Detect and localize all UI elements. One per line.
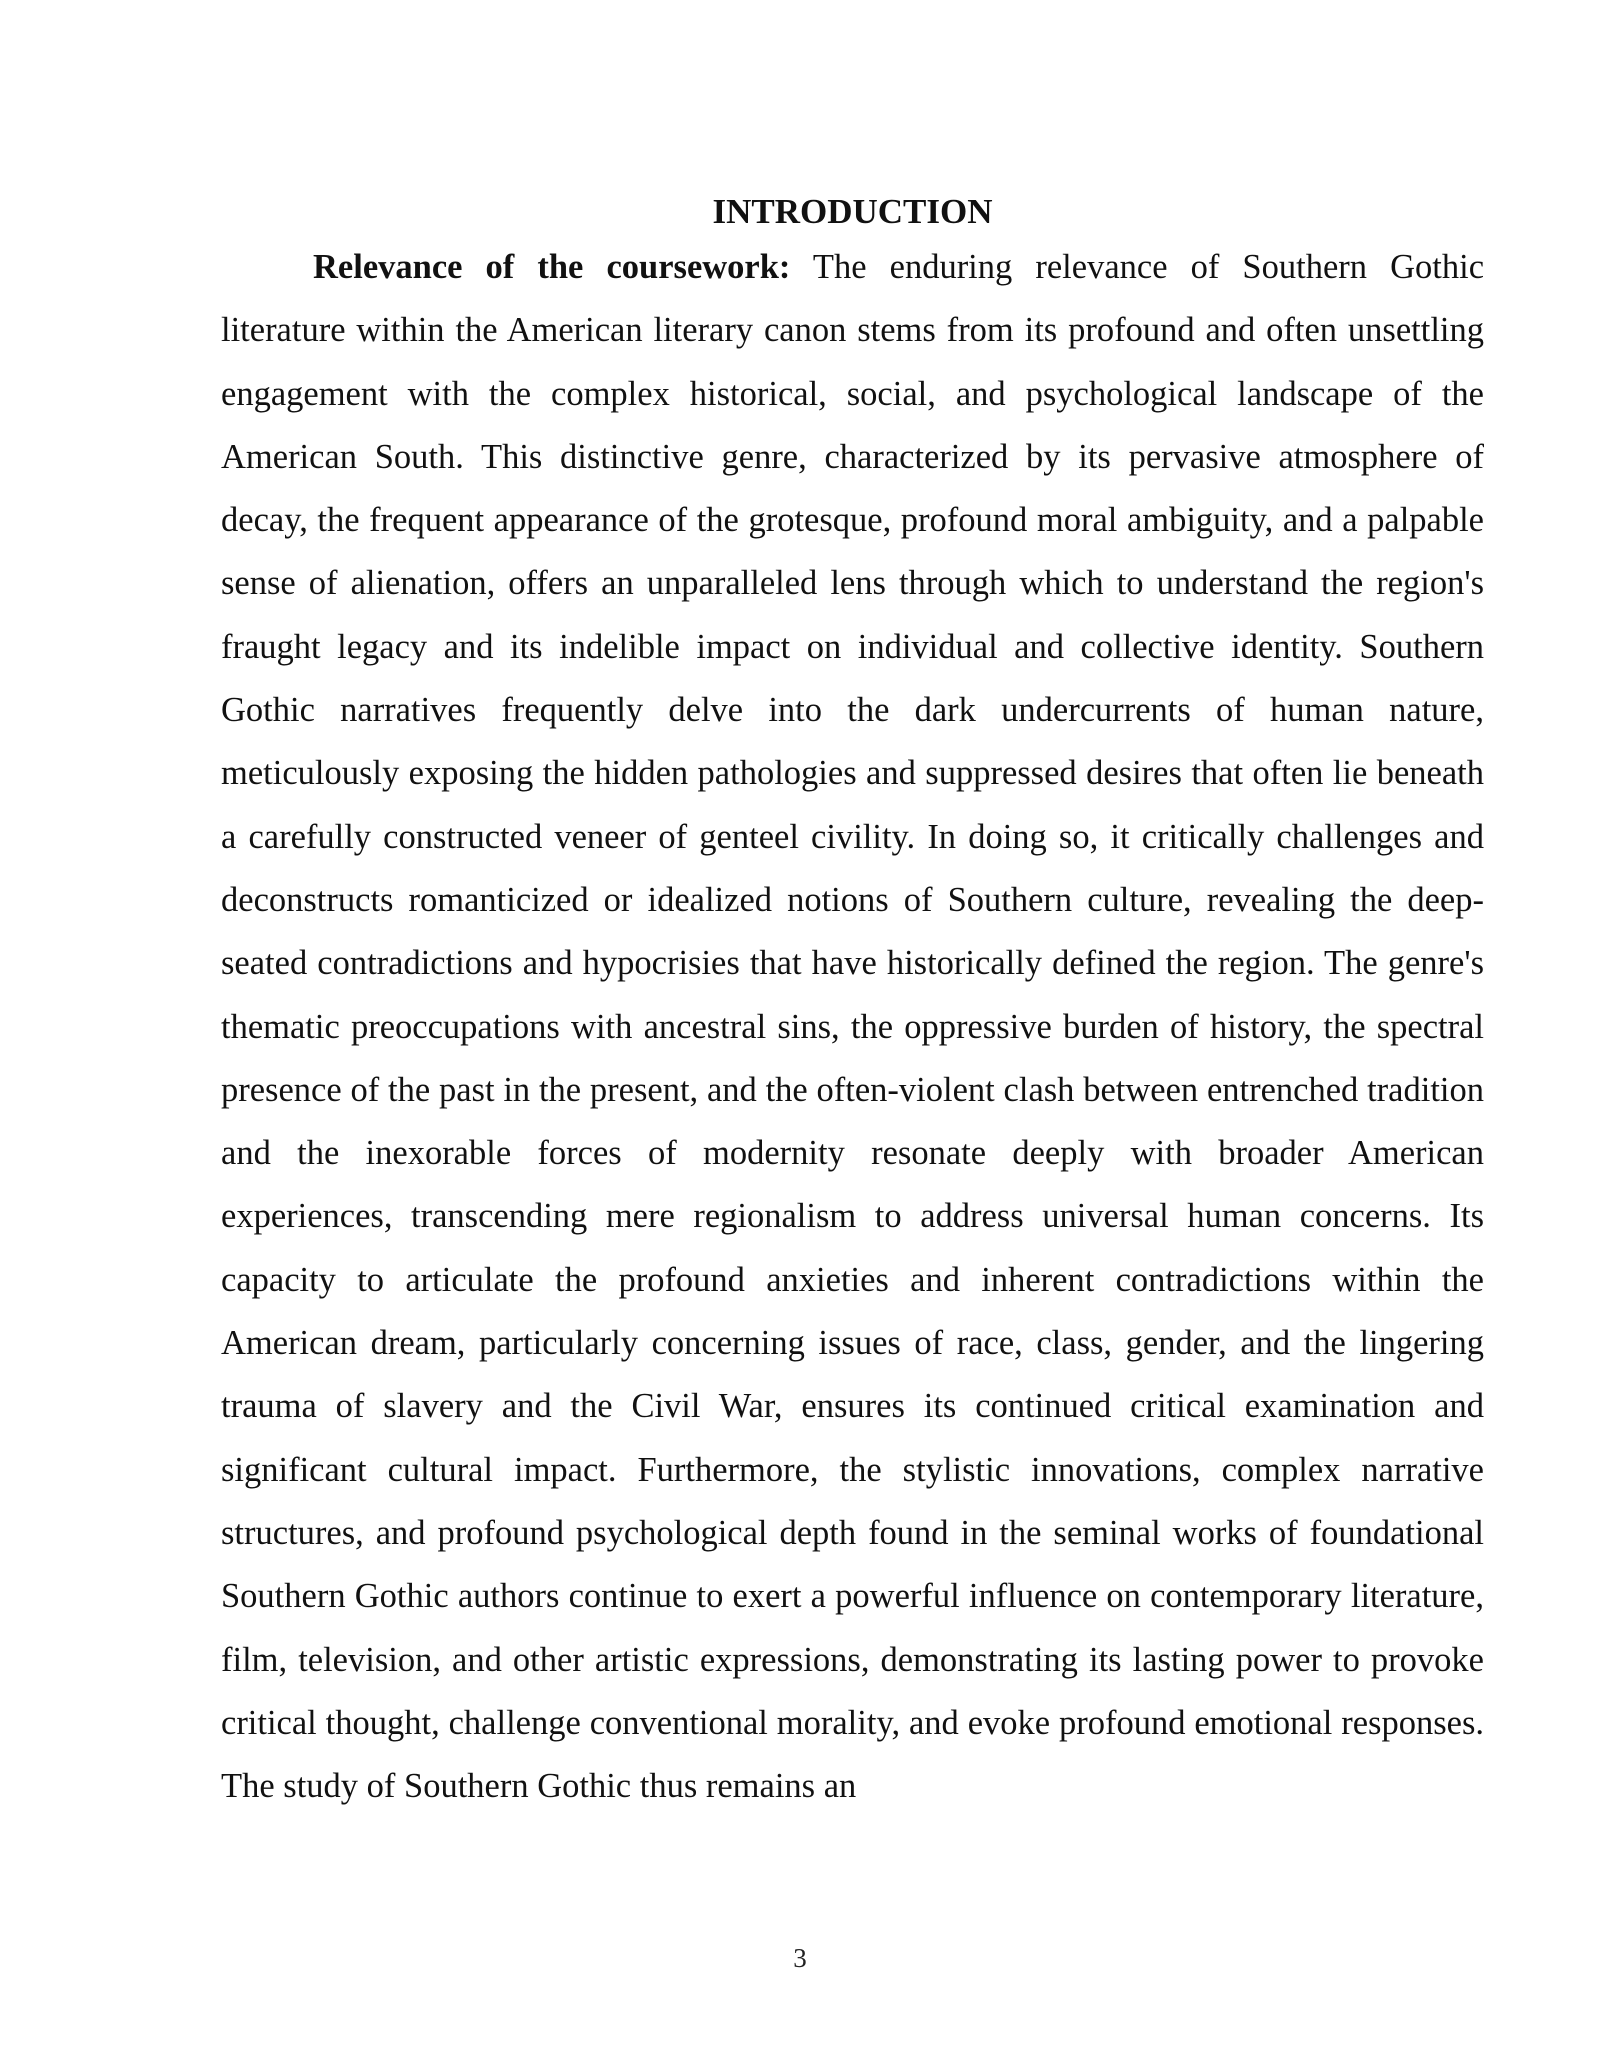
page-number: 3	[793, 1943, 807, 1973]
paragraph-body: The enduring relevance of Southern Gothic literature within the American literary canon stems from its profound and often unsettling engagement with the complex historical, social, and psychological landscape of the American South. This distinctive genre, characterized by its pervasive atmosphere of decay, the frequent appearance of the grotesque, profound moral ambiguity, and a palpable sense of alienation, offers an unparalleled lens through which to understand the region's fraught legacy and its indelible impact on individual and collective identity. Southern Gothic narratives frequently delve into the dark undercurrents of human nature, meticulously exposing the hidden pathologies and suppressed desires that often lie beneath a carefully constructed veneer of genteel civility. In doing so, it critically challenges and deconstructs romanticized or idealized notions of Southern culture, revealing the deep-seated contradictions and hypocrisies that have historically defined the region. The genre's thematic preoccupations with ancestral sins, the oppressive burden of history, the spectral presence of the past in the present, and the often-violent clash between entrenched tradition and the inexorable forces of modernity resonate deeply with broader American experiences, transcending mere regionalism to address universal human concerns. Its capacity to articulate the profound anxieties and inherent contradictions within the American dream, particularly concerning issues of race, class, gender, and the lingering trauma of slavery and the Civil War, ensures its continued critical examination and significant cultural impact. Furthermore, the stylistic innovations, complex narrative structures, and profound psychological depth found in the seminal works of foundational Southern Gothic authors continue to exert a powerful influence on contemporary literature, film, television, and other artistic expressions, demonstrating its lasting power to provoke critical thought, challenge conventional morality, and evoke profound emotional responses. The study of Southern Gothic thus remains an	[221, 248, 1485, 1806]
relevance-paragraph	[221, 236, 1484, 1818]
paragraph-lead: Relevance of the coursework:	[313, 248, 791, 286]
page-content	[221, 188, 1484, 1818]
page-title: INTRODUCTION	[712, 192, 993, 231]
